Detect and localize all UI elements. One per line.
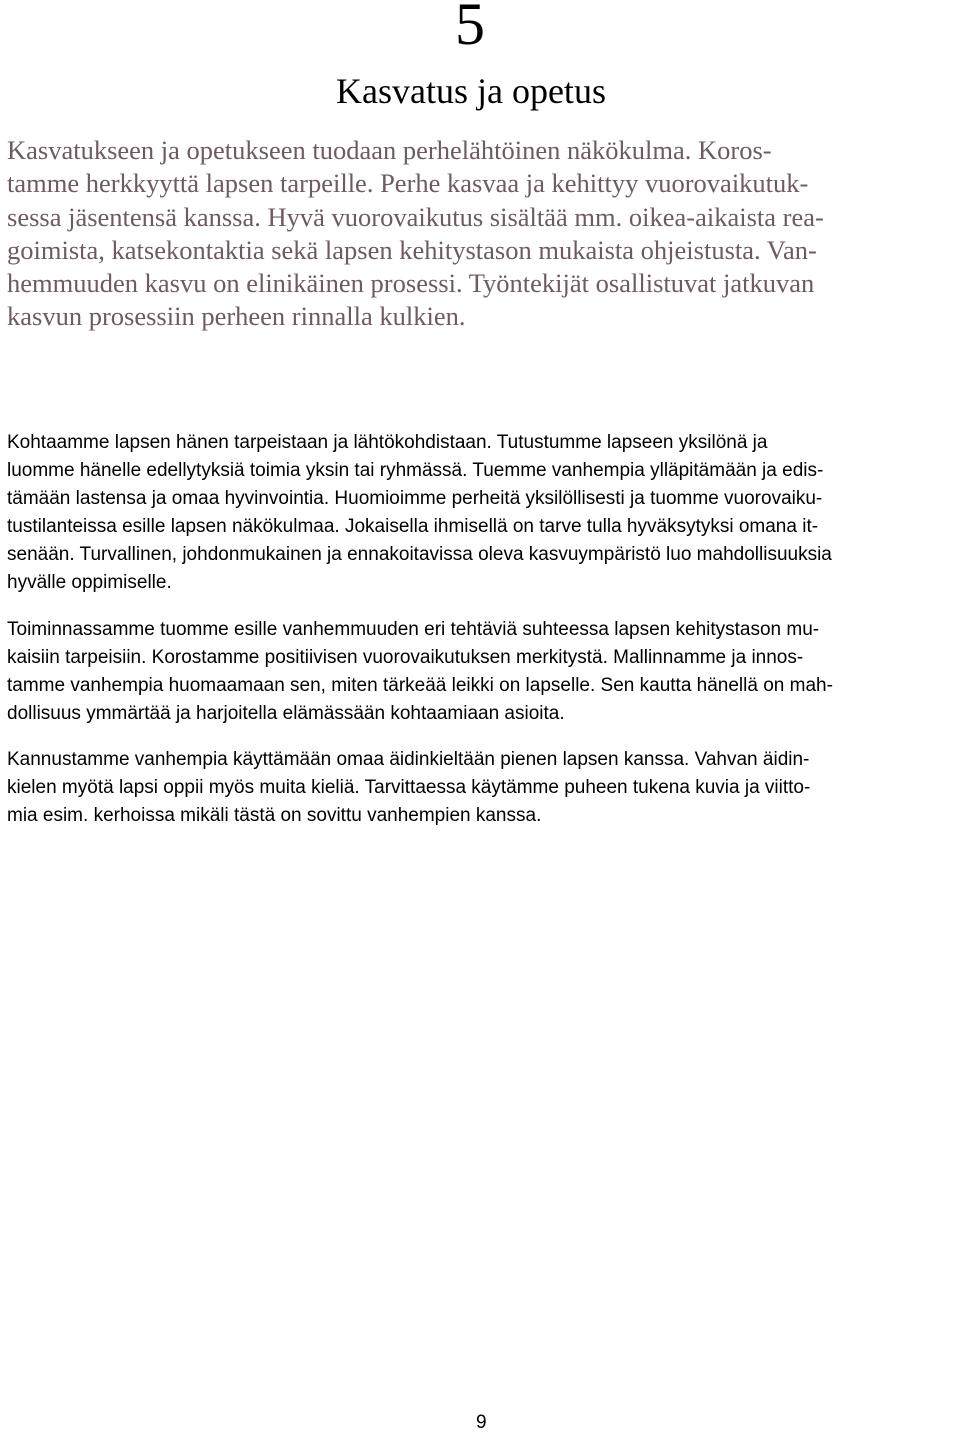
paragraph-line: dollisuus ymmärtää ja harjoitella elämässään kohtaamiaan asioita. <box>7 703 565 724</box>
body-paragraph-2 <box>7 616 953 728</box>
paragraph-line: Kohtaamme lapsen hänen tarpeistaan ja lähtökohdistaan. Tutustumme lapseen yksilönä ja <box>7 432 768 453</box>
paragraph-line: luomme hänelle edellytyksiä toimia yksin tai ryhmässä. Tuemme vanhempia ylläpitämään ja edis- <box>7 460 824 481</box>
page-number: 9 <box>476 1412 487 1433</box>
intro-line: goimista, katsekontaktia sekä lapsen kehitystason mukaista ohjeistusta. Van- <box>7 234 817 265</box>
paragraph-line: kielen myötä lapsi oppii myös muita kieliä. Tarvittaessa käytämme puheen tukena kuvia ja viitto- <box>7 777 811 798</box>
paragraph-line: tustilanteissa esille lapsen näkökulmaa. Jokaisella ihmisellä on tarve tulla hyväksytyksi omana it- <box>7 516 819 537</box>
intro-line: kasvun prosessiin perheen rinnalla kulkien. <box>7 301 466 332</box>
paragraph-line: tämään lastensa ja omaa hyvinvointia. Huomioimme perheitä yksilöllisesti ja tuomme vuorovaiku- <box>7 488 823 509</box>
paragraph-line: Toiminnassamme tuomme esille vanhemmuuden eri tehtäviä suhteessa lapsen kehitystason mu- <box>7 619 820 640</box>
paragraph-line: tamme vanhempia huomaamaan sen, miten tärkeää leikki on lapselle. Sen kautta hänellä on mah- <box>7 675 833 696</box>
body-paragraph-1 <box>7 429 953 597</box>
chapter-title: Kasvatus ja opetus <box>336 71 606 111</box>
body-paragraph-3 <box>7 746 953 830</box>
paragraph-line: senään. Turvallinen, johdonmukainen ja ennakoitavissa oleva kasvuympäristö luo mahdollisuuksia <box>7 544 832 565</box>
chapter-number: 5 <box>455 0 485 57</box>
intro-line: sessa jäsentensä kanssa. Hyvä vuorovaikutus sisältää mm. oikea-aikaista rea- <box>7 201 824 232</box>
paragraph-line: kaisiin tarpeisiin. Korostamme positiivisen vuorovaikutuksen merkitystä. Mallinnamme ja innos- <box>7 647 804 668</box>
intro-paragraph <box>7 134 953 334</box>
intro-line: hemmuuden kasvu on elinikäinen prosessi. Työntekijät osallistuvat jatkuvan <box>7 268 815 299</box>
paragraph-line: Kannustamme vanhempia käyttämään omaa äidinkieltään pienen lapsen kanssa. Vahvan äidin- <box>7 749 810 770</box>
intro-line: tamme herkkyyttä lapsen tarpeille. Perhe kasvaa ja kehittyy vuorovaikutuk- <box>7 168 809 199</box>
paragraph-line: mia esim. kerhoissa mikäli tästä on sovittu vanhempien kanssa. <box>7 805 542 826</box>
paragraph-line: hyvälle oppimiselle. <box>7 572 172 593</box>
intro-line: Kasvatukseen ja opetukseen tuodaan perhelähtöinen näkökulma. Koros- <box>7 135 772 165</box>
